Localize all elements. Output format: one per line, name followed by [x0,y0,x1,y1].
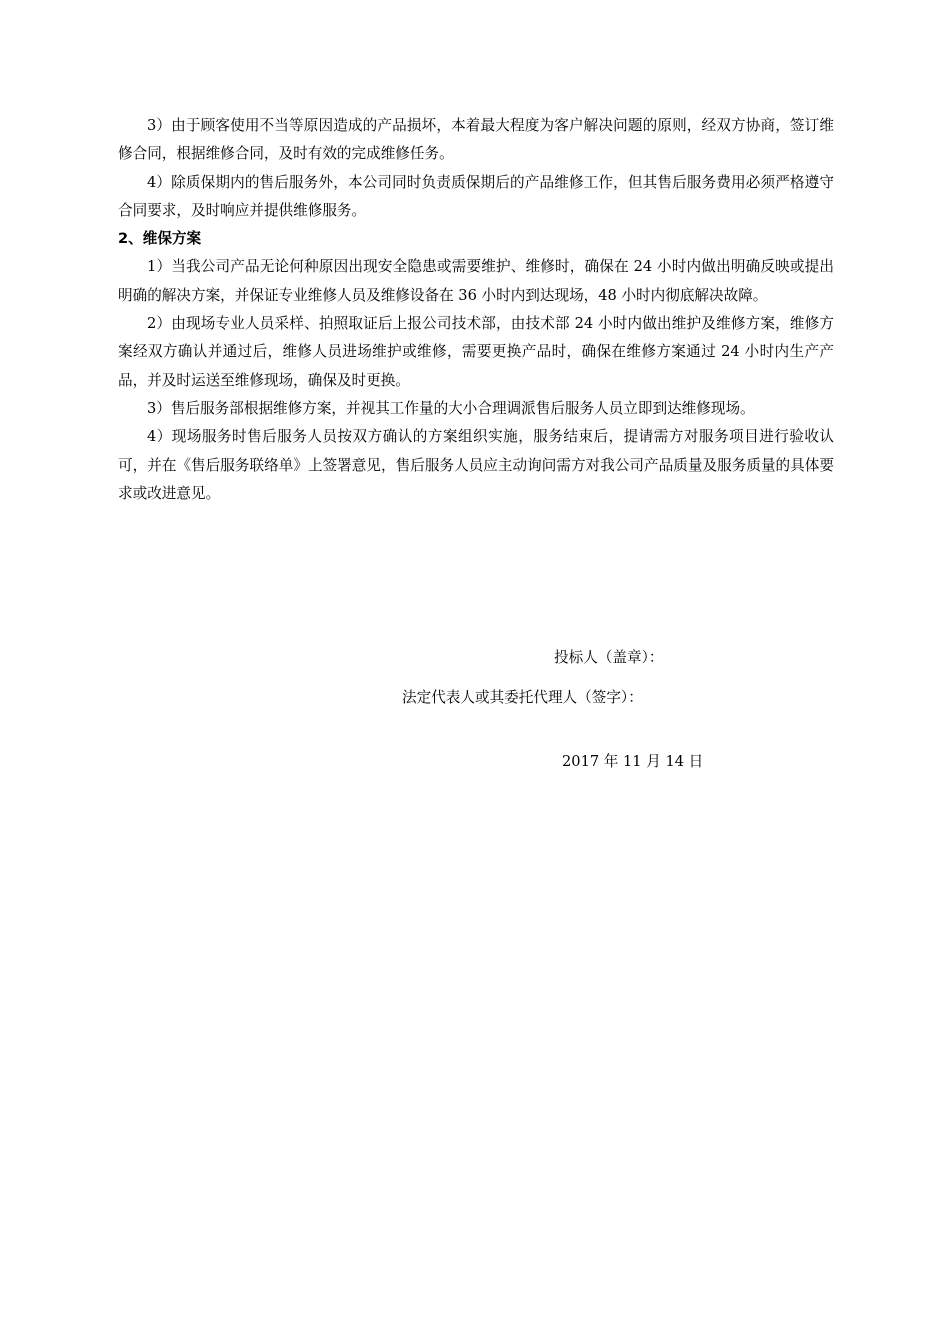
paragraph-3-customer-damage: 3）由于顾客使用不当等原因造成的产品损坏，本着最大程度为客户解决问题的原则，经双方协商，签订维修合同，根据维修合同，及时有效的完成维修任务。 [118,117,834,163]
document-body [118,112,834,508]
paragraph-4-post-warranty: 4）除质保期内的售后服务外，本公司同时负责质保期后的产品维修工作，但其售后服务费用必须严格遵守合同要求，及时响应并提供维修服务。 [118,173,834,219]
signature-date: 2017 年 11 月 14 日 [562,753,704,770]
paragraph-1-response-time: 1）当我公司产品无论何种原因出现安全隐患或需要维护、维修时，确保在 24 小时内做出明确反映或提出明确的解决方案，并保证专业维修人员及维修设备在 36 小时内到达现场，48 小时内彻底解决故障。 [118,258,834,304]
bidder-stamp-label: 投标人（盖章）： [554,649,664,666]
paragraph-2-onsite-sampling: 2）由现场专业人员采样、拍照取证后上报公司技术部，由技术部 24 小时内做出维护及维修方案，维修方案经双方确认并通过后，维修人员进场维护或维修，需要更换产品时，确保在维修方案通过 24 小时内生产产品，并及时运送至维修现场，确保及时更换。 [118,315,834,389]
section-heading-maintenance-plan: 2、维保方案 [118,230,202,248]
representative-signature-label: 法定代表人或其委托代理人（签字）： [402,689,643,706]
paragraph-4-acceptance: 4）现场服务时售后服务人员按双方确认的方案组织实施，服务结束后，提请需方对服务项目进行验收认可，并在《售后服务联络单》上签署意见，售后服务人员应主动询问需方对我公司产品质量及服务质量的具体要求或改进意见。 [118,428,834,502]
paragraph-3-dispatch: 3）售后服务部根据维修方案，并视其工作量的大小合理调派售后服务人员立即到达维修现场。 [147,399,755,417]
